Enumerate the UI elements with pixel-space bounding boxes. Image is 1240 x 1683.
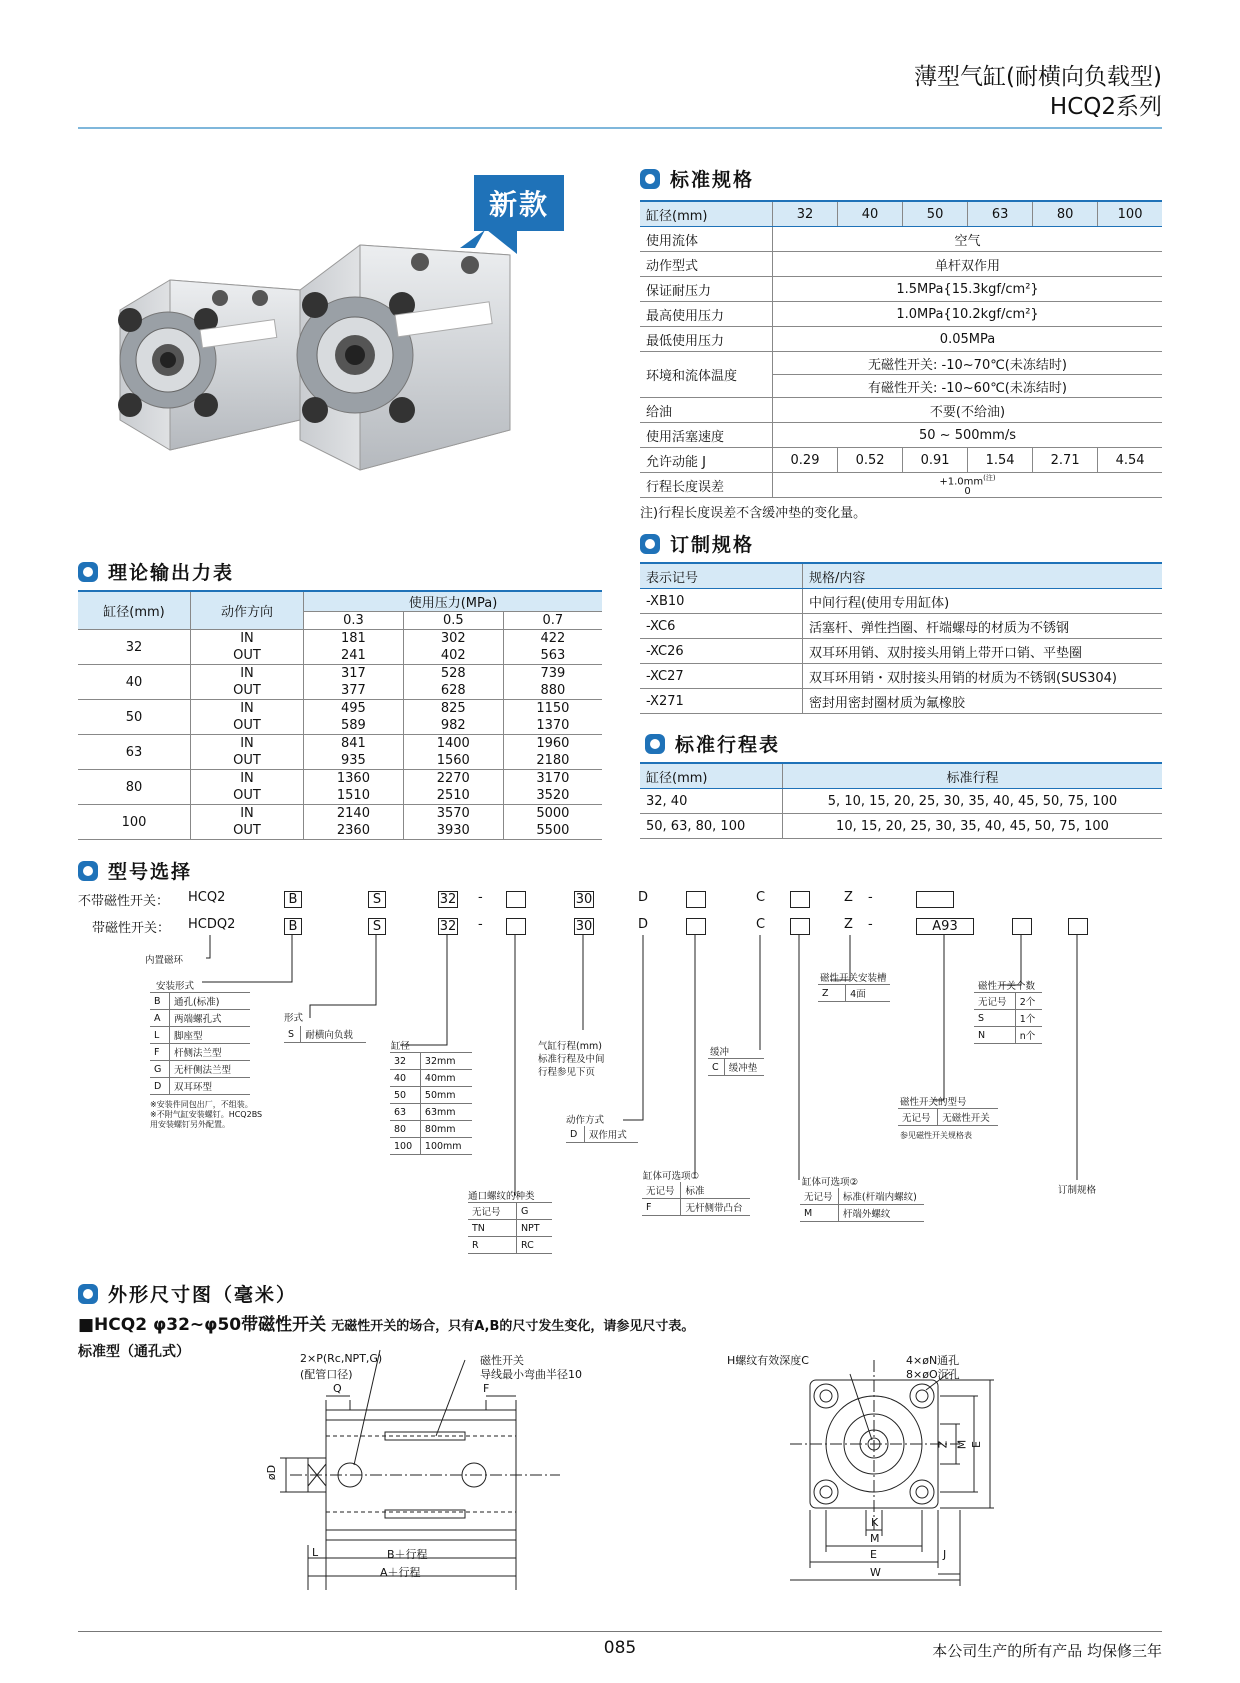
force-bore-label: 缸径(mm) (78, 591, 191, 630)
force-bore: 32 (78, 630, 191, 665)
spec-label: 动作型式 (640, 252, 773, 277)
section-icon (645, 734, 665, 754)
spec-energy-value: 4.54 (1098, 448, 1162, 473)
force-value: 302 (403, 630, 503, 648)
cushion-option-code: C (708, 1059, 724, 1076)
model-row1-model: HCQ2 (188, 890, 226, 905)
force-value: 825 (403, 700, 503, 718)
section-icon (78, 562, 98, 582)
spec-label: 最高使用压力 (640, 302, 773, 327)
spec-energy-label: 允许动能 J (640, 448, 773, 473)
stroke-heading: 标准行程表 (645, 730, 780, 757)
magnet-label: 内置磁环 (145, 955, 184, 966)
spec-temp-line2: 有磁性开关: -10~60℃(未冻结时) (773, 375, 1163, 398)
force-value: 402 (403, 647, 503, 665)
footer-rule (78, 1631, 1162, 1632)
opt1-option-code: F (642, 1199, 681, 1216)
mount-option-desc: 无杆侧法兰型 (170, 1061, 251, 1078)
opt2-table (800, 1188, 924, 1222)
bore-option-code: 80 (390, 1121, 420, 1138)
dim-b: B＋行程 (387, 1548, 428, 1561)
spec-table (640, 200, 1162, 498)
port-title: 通口螺纹的种类 (468, 1191, 535, 1202)
force-direction: IN (191, 630, 304, 648)
force-bore: 63 (78, 735, 191, 770)
force-value: 377 (304, 682, 404, 700)
dim-q: Q (333, 1382, 342, 1395)
dim-k: K (871, 1516, 879, 1529)
custom-code: -XC6 (640, 614, 803, 639)
swcount-option-desc: 1个 (1015, 1010, 1042, 1027)
spec-bore-63: 63 (968, 201, 1033, 227)
stroke-bore: 50, 63, 80, 100 (640, 814, 783, 839)
stroke-values: 10, 15, 20, 25, 30, 35, 40, 45, 50, 75, 100 (783, 814, 1163, 839)
mount-option-code: F (150, 1044, 170, 1061)
through-hole-label: 4×øN通孔 (906, 1354, 960, 1367)
stroke-values: 5, 10, 15, 20, 25, 30, 35, 40, 45, 50, 75, 100 (783, 789, 1163, 814)
custom-code: -X271 (640, 689, 803, 714)
mount-option-code: A (150, 1010, 170, 1027)
spec-value: 空气 (773, 227, 1163, 252)
force-direction: OUT (191, 647, 304, 665)
port-option-row (468, 1237, 552, 1254)
dim-j: J (943, 1548, 947, 1561)
spec-bore-32: 32 (773, 201, 838, 227)
spec-label: 给油 (640, 398, 773, 423)
spec-value: 1.5MPa{15.3kgf/cm²} (773, 277, 1163, 302)
swcount-table (974, 992, 1042, 1044)
spec-tolerance-label: 行程长度误差 (640, 473, 773, 498)
force-value: 2140 (304, 805, 404, 823)
code-action: D (638, 917, 649, 932)
custom-code: -XC27 (640, 664, 803, 689)
force-direction: IN (191, 665, 304, 683)
mount-option-code: G (150, 1061, 170, 1078)
bore-option-desc: 100mm (420, 1138, 472, 1155)
mount-option-row (150, 1044, 250, 1061)
force-dir-label: 动作方向 (191, 591, 304, 630)
port-option-row (468, 1203, 552, 1220)
counterbore-label: 8×øO沉孔 (906, 1368, 960, 1381)
code-mount-box: B (284, 918, 302, 935)
custom-order-label: 订制规格 (1058, 1185, 1097, 1196)
groove-option-desc: 4面 (846, 985, 890, 1002)
bore-option-desc: 32mm (420, 1053, 472, 1070)
action-option-row (566, 1126, 638, 1143)
spec-heading: 标准规格 (640, 165, 754, 192)
spec-energy-value: 0.52 (838, 448, 903, 473)
bore-option-desc: 40mm (420, 1070, 472, 1087)
code-groove: Z (844, 917, 853, 932)
spec-energy-value: 1.54 (968, 448, 1033, 473)
force-bore: 80 (78, 770, 191, 805)
code-cushion: C (756, 890, 766, 905)
header-rule (78, 127, 1162, 129)
spec-value: 0.05MPa (773, 327, 1163, 352)
force-row (78, 735, 602, 753)
port-option-code: 无记号 (468, 1203, 516, 1220)
spec-energy-value: 2.71 (1033, 448, 1098, 473)
section-icon (78, 861, 98, 881)
action-option-desc: 双作用式 (584, 1126, 638, 1143)
stroke-info: 气缸行程(mm) 标准行程及中间 行程参见下页 (538, 1041, 605, 1078)
custom-desc: 活塞杆、弹性挡圈、杆端螺母的材质为不锈钢 (803, 614, 1163, 639)
spec-note: 注)行程长度误差不含缓冲垫的变化量。 (640, 506, 867, 521)
opt1-option-row (642, 1199, 750, 1216)
model-heading: 型号选择 (78, 857, 192, 884)
custom-code: -XB10 (640, 589, 803, 614)
dim-e-vert: E (969, 1441, 983, 1448)
opt2-option-code: 无记号 (800, 1188, 838, 1205)
mount-option-code: B (150, 993, 170, 1010)
dim-f: F (483, 1382, 490, 1395)
force-value: 495 (304, 700, 404, 718)
form-title: 形式 (284, 1013, 304, 1024)
force-bore: 50 (78, 700, 191, 735)
custom-col-desc: 规格/内容 (803, 563, 1163, 589)
bore-option-row (390, 1121, 472, 1138)
stroke-col-strokes: 标准行程 (783, 763, 1163, 789)
page-number: 085 (603, 1638, 637, 1658)
code-bore-box: 32 (439, 892, 457, 907)
force-pressure-label: 使用压力(MPa) (304, 591, 603, 612)
model-row1-label: 不带磁性开关： (78, 894, 170, 909)
force-value: 422 (503, 630, 602, 648)
spec-bore-40: 40 (838, 201, 903, 227)
spec-label: 保证耐压力 (640, 277, 773, 302)
mount-option-code: L (150, 1027, 170, 1044)
swcount-option-row (974, 1010, 1042, 1027)
force-bore: 40 (78, 665, 191, 700)
spec-bore-80: 80 (1033, 201, 1098, 227)
form-option-row (284, 1026, 366, 1043)
form-option-desc: 耐横向负载 (301, 1026, 366, 1043)
bore-option-row (390, 1053, 472, 1070)
force-value: 2510 (403, 787, 503, 805)
opt2-option-row (800, 1205, 924, 1222)
mount-option-desc: 杆侧法兰型 (170, 1044, 251, 1061)
code-dash: - (868, 890, 873, 905)
force-value: 935 (304, 752, 404, 770)
model-row2-model: HCDQ2 (188, 917, 236, 932)
port-table (468, 1202, 552, 1254)
force-pressure: 0.7 (503, 612, 602, 630)
switch-sub: 导线最小弯曲半径10 (480, 1368, 582, 1381)
mount-option-code: D (150, 1078, 170, 1095)
spec-bore-100: 100 (1098, 201, 1162, 227)
bore-option-row (390, 1104, 472, 1121)
opt2-title: 缸体可选项② (802, 1177, 859, 1188)
code-form-box: S (368, 891, 386, 908)
force-value: 880 (503, 682, 602, 700)
force-value: 2360 (304, 822, 404, 840)
swtype-option-code: 无记号 (898, 1109, 938, 1126)
bore-option-desc: 80mm (420, 1121, 472, 1138)
opt1-option-desc: 无杆侧带凸台 (681, 1199, 750, 1216)
code-switch-box: A93 (916, 918, 974, 935)
opt1-title: 缸体可选项① (643, 1171, 700, 1182)
code-form-box: S (368, 918, 386, 935)
groove-option-code: Z (818, 985, 846, 1002)
port-option-desc: NPT (516, 1220, 552, 1237)
force-value: 1400 (403, 735, 503, 753)
swtype-option-desc: 无磁性开关 (938, 1109, 998, 1126)
swcount-title: 磁性开关个数 (978, 981, 1036, 992)
custom-col-code: 表示记号 (640, 563, 803, 589)
spec-label: 使用活塞速度 (640, 423, 773, 448)
new-badge: 新款 (474, 175, 564, 231)
custom-desc: 中间行程(使用专用缸体) (803, 589, 1163, 614)
opt2-option-desc: 杆端外螺纹 (838, 1205, 924, 1222)
force-direction: OUT (191, 822, 304, 840)
force-value: 5000 (503, 805, 602, 823)
code-dash: - (868, 917, 873, 932)
force-value: 5500 (503, 822, 602, 840)
section-icon (640, 534, 660, 554)
force-direction: IN (191, 700, 304, 718)
force-pressure: 0.3 (304, 612, 404, 630)
force-direction: OUT (191, 682, 304, 700)
stroke-table (640, 762, 1162, 839)
code-dash: - (478, 890, 483, 905)
force-value: 3570 (403, 805, 503, 823)
force-direction: OUT (191, 717, 304, 735)
opt1-table (642, 1182, 750, 1216)
dim-e: E (870, 1548, 877, 1561)
bore-option-code: 50 (390, 1087, 420, 1104)
force-value: 241 (304, 647, 404, 665)
swcount-option-code: 无记号 (974, 993, 1015, 1010)
thread-label: H螺纹有效深度C (727, 1354, 809, 1367)
spec-label: 使用流体 (640, 227, 773, 252)
code-dash: - (478, 917, 483, 932)
model-row2-label: 带磁性开关： (92, 921, 171, 936)
bore-option-row (390, 1087, 472, 1104)
port-option-desc: RC (516, 1237, 552, 1254)
force-direction: IN (191, 770, 304, 788)
port-option-row (468, 1220, 552, 1237)
force-direction: IN (191, 735, 304, 753)
custom-desc: 双耳环用销、双肘接头用销上带开口销、平垫圈 (803, 639, 1163, 664)
spec-energy-value: 0.91 (903, 448, 968, 473)
force-value: 1370 (503, 717, 602, 735)
force-value: 2180 (503, 752, 602, 770)
mount-title: 安装形式 (156, 981, 195, 992)
spec-energy-value: 0.29 (773, 448, 838, 473)
spec-value: 1.0MPa{10.2kgf/cm²} (773, 302, 1163, 327)
cushion-option-row (708, 1059, 764, 1076)
spec-temp-label: 环境和流体温度 (640, 352, 773, 398)
force-value: 563 (503, 647, 602, 665)
swcount-option-code: N (974, 1027, 1015, 1044)
product-series: HCQ2系列 (1049, 94, 1162, 120)
dim-a: A＋行程 (380, 1566, 421, 1579)
switch-label: 磁性开关 (480, 1354, 524, 1367)
dim-d: øD (265, 1464, 279, 1481)
spec-bore-50: 50 (903, 201, 968, 227)
mount-option-row (150, 1010, 250, 1027)
force-value: 1360 (304, 770, 404, 788)
groove-table (818, 984, 890, 1002)
force-row (78, 665, 602, 683)
force-value: 982 (403, 717, 503, 735)
mount-option-desc: 通孔(标准) (170, 993, 251, 1010)
code-groove: Z (844, 890, 853, 905)
force-row (78, 700, 602, 718)
form-option-code: S (284, 1026, 301, 1043)
mount-table (150, 992, 250, 1095)
force-value: 181 (304, 630, 404, 648)
force-value: 528 (403, 665, 503, 683)
dims-heading: 外形尺寸图（毫米） (78, 1280, 297, 1307)
spec-value: 单杆双作用 (773, 252, 1163, 277)
mount-option-desc: 两端螺孔式 (170, 1010, 251, 1027)
force-heading: 理论输出力表 (78, 558, 234, 585)
groove-option-row (818, 985, 890, 1002)
code-stroke-box: 30 (575, 919, 593, 934)
spec-tolerance-value: $+1.0mm^{(注)}$ 0 (773, 473, 1163, 498)
bore-table (390, 1052, 472, 1155)
force-value: 841 (304, 735, 404, 753)
force-value: 1960 (503, 735, 602, 753)
force-direction: OUT (191, 787, 304, 805)
cushion-option-desc: 缓冲垫 (724, 1059, 764, 1076)
force-value: 3170 (503, 770, 602, 788)
warranty-text: 本公司生产的所有产品 均保修三年 (932, 1642, 1162, 1660)
opt1-option-code: 无记号 (642, 1182, 681, 1199)
swtype-title: 磁性开关的型号 (900, 1097, 967, 1108)
force-bore: 100 (78, 805, 191, 840)
spec-value: 不要(不给油) (773, 398, 1163, 423)
code-cushion: C (756, 917, 766, 932)
product-title: 薄型气缸(耐横向负载型) (914, 64, 1162, 90)
bore-option-row (390, 1138, 472, 1155)
force-value: 628 (403, 682, 503, 700)
port-option-desc: G (516, 1203, 552, 1220)
custom-code: -XC26 (640, 639, 803, 664)
opt2-option-code: M (800, 1205, 838, 1222)
force-direction: OUT (191, 752, 304, 770)
custom-heading: 订制规格 (640, 530, 754, 557)
mount-option-row (150, 1027, 250, 1044)
dim-m: M (870, 1532, 880, 1545)
bore-option-desc: 63mm (420, 1104, 472, 1121)
port-sub: (配管口径) (300, 1368, 353, 1381)
spec-label: 最低使用压力 (640, 327, 773, 352)
force-value: 3520 (503, 787, 602, 805)
force-value: 3930 (403, 822, 503, 840)
action-title: 动作方式 (566, 1115, 605, 1126)
dim-z: Z (936, 1440, 950, 1449)
opt2-option-desc: 标准(杆端内螺纹) (838, 1188, 924, 1205)
swtype-table (898, 1108, 998, 1126)
force-pressure: 0.5 (403, 612, 503, 630)
mount-option-row (150, 1078, 250, 1095)
force-row (78, 630, 602, 648)
bore-option-code: 100 (390, 1138, 420, 1155)
force-value: 317 (304, 665, 404, 683)
force-table (78, 590, 602, 840)
code-mount-box: B (284, 891, 302, 908)
swcount-option-desc: 2个 (1015, 993, 1042, 1010)
action-table (566, 1126, 638, 1143)
groove-title: 磁性开关安装槽 (820, 973, 887, 984)
force-value: 589 (304, 717, 404, 735)
spec-temp-line1: 无磁性开关: -10~70℃(未冻结时) (773, 352, 1163, 375)
dims-subtitle: ■HCQ2 φ32~φ50带磁性开关 无磁性开关的场合，只有A,B的尺寸发生变化，请参见尺寸表。 (78, 1315, 695, 1335)
dim-l: L (312, 1546, 319, 1559)
force-value: 739 (503, 665, 602, 683)
badge-pointer (487, 230, 517, 254)
mount-option-desc: 脚座型 (170, 1027, 251, 1044)
mount-option-row (150, 1061, 250, 1078)
custom-desc: 密封用密封圈材质为氟橡胶 (803, 689, 1163, 714)
mount-option-row (150, 993, 250, 1010)
swcount-option-row (974, 1027, 1042, 1044)
spec-value: 50 ~ 500mm/s (773, 423, 1163, 448)
swtype-note: 参见磁性开关规格表 (900, 1131, 972, 1140)
bore-option-code: 40 (390, 1070, 420, 1087)
port-label: 2×P(Rc,NPT,G) (300, 1352, 383, 1365)
custom-table (640, 562, 1162, 714)
bore-option-code: 32 (390, 1053, 420, 1070)
section-icon (640, 169, 660, 189)
custom-desc: 双耳环用销・双肘接头用销的材质为不锈钢(SUS304) (803, 664, 1163, 689)
swcount-option-code: S (974, 1010, 1015, 1027)
dims-type: 标准型（通孔式） (78, 1344, 190, 1360)
force-value: 2270 (403, 770, 503, 788)
force-value: 1560 (403, 752, 503, 770)
stroke-bore: 32, 40 (640, 789, 783, 814)
code-action: D (638, 890, 649, 905)
bore-option-row (390, 1070, 472, 1087)
code-stroke-box: 30 (575, 892, 593, 907)
opt1-option-desc: 标准 (681, 1182, 750, 1199)
code-bore-box: 32 (439, 919, 457, 934)
force-row (78, 805, 602, 823)
swcount-option-row (974, 993, 1042, 1010)
force-row (78, 770, 602, 788)
force-value: 1150 (503, 700, 602, 718)
front-view-drawing (790, 1360, 1050, 1600)
opt1-option-row (642, 1182, 750, 1199)
cushion-title: 缓冲 (710, 1047, 730, 1058)
swtype-option-row (898, 1109, 998, 1126)
bore-title: 缸径 (391, 1041, 411, 1052)
bore-option-code: 63 (390, 1104, 420, 1121)
mount-option-desc: 双耳环型 (170, 1078, 251, 1095)
force-direction: IN (191, 805, 304, 823)
action-option-code: D (566, 1126, 584, 1143)
model-code-diagram (78, 890, 1162, 1280)
force-value: 1510 (304, 787, 404, 805)
dim-w: W (870, 1566, 881, 1579)
header-title (914, 62, 1162, 122)
spec-bore-label: 缸径(mm) (640, 201, 773, 227)
form-table (284, 1026, 366, 1043)
cushion-table (708, 1058, 764, 1076)
dim-m-vert: M (955, 1439, 969, 1450)
stroke-col-bore: 缸径(mm) (640, 763, 783, 789)
port-option-code: R (468, 1237, 516, 1254)
mount-note: ※安装件同包出厂，不组装。 ※不附气缸安装螺钉。HCQ2BS 用安装螺钉另外配置。 (150, 1100, 263, 1129)
opt2-option-row (800, 1188, 924, 1205)
swcount-option-desc: n个 (1015, 1027, 1042, 1044)
bore-option-desc: 50mm (420, 1087, 472, 1104)
section-icon (78, 1284, 98, 1304)
port-option-code: TN (468, 1220, 516, 1237)
